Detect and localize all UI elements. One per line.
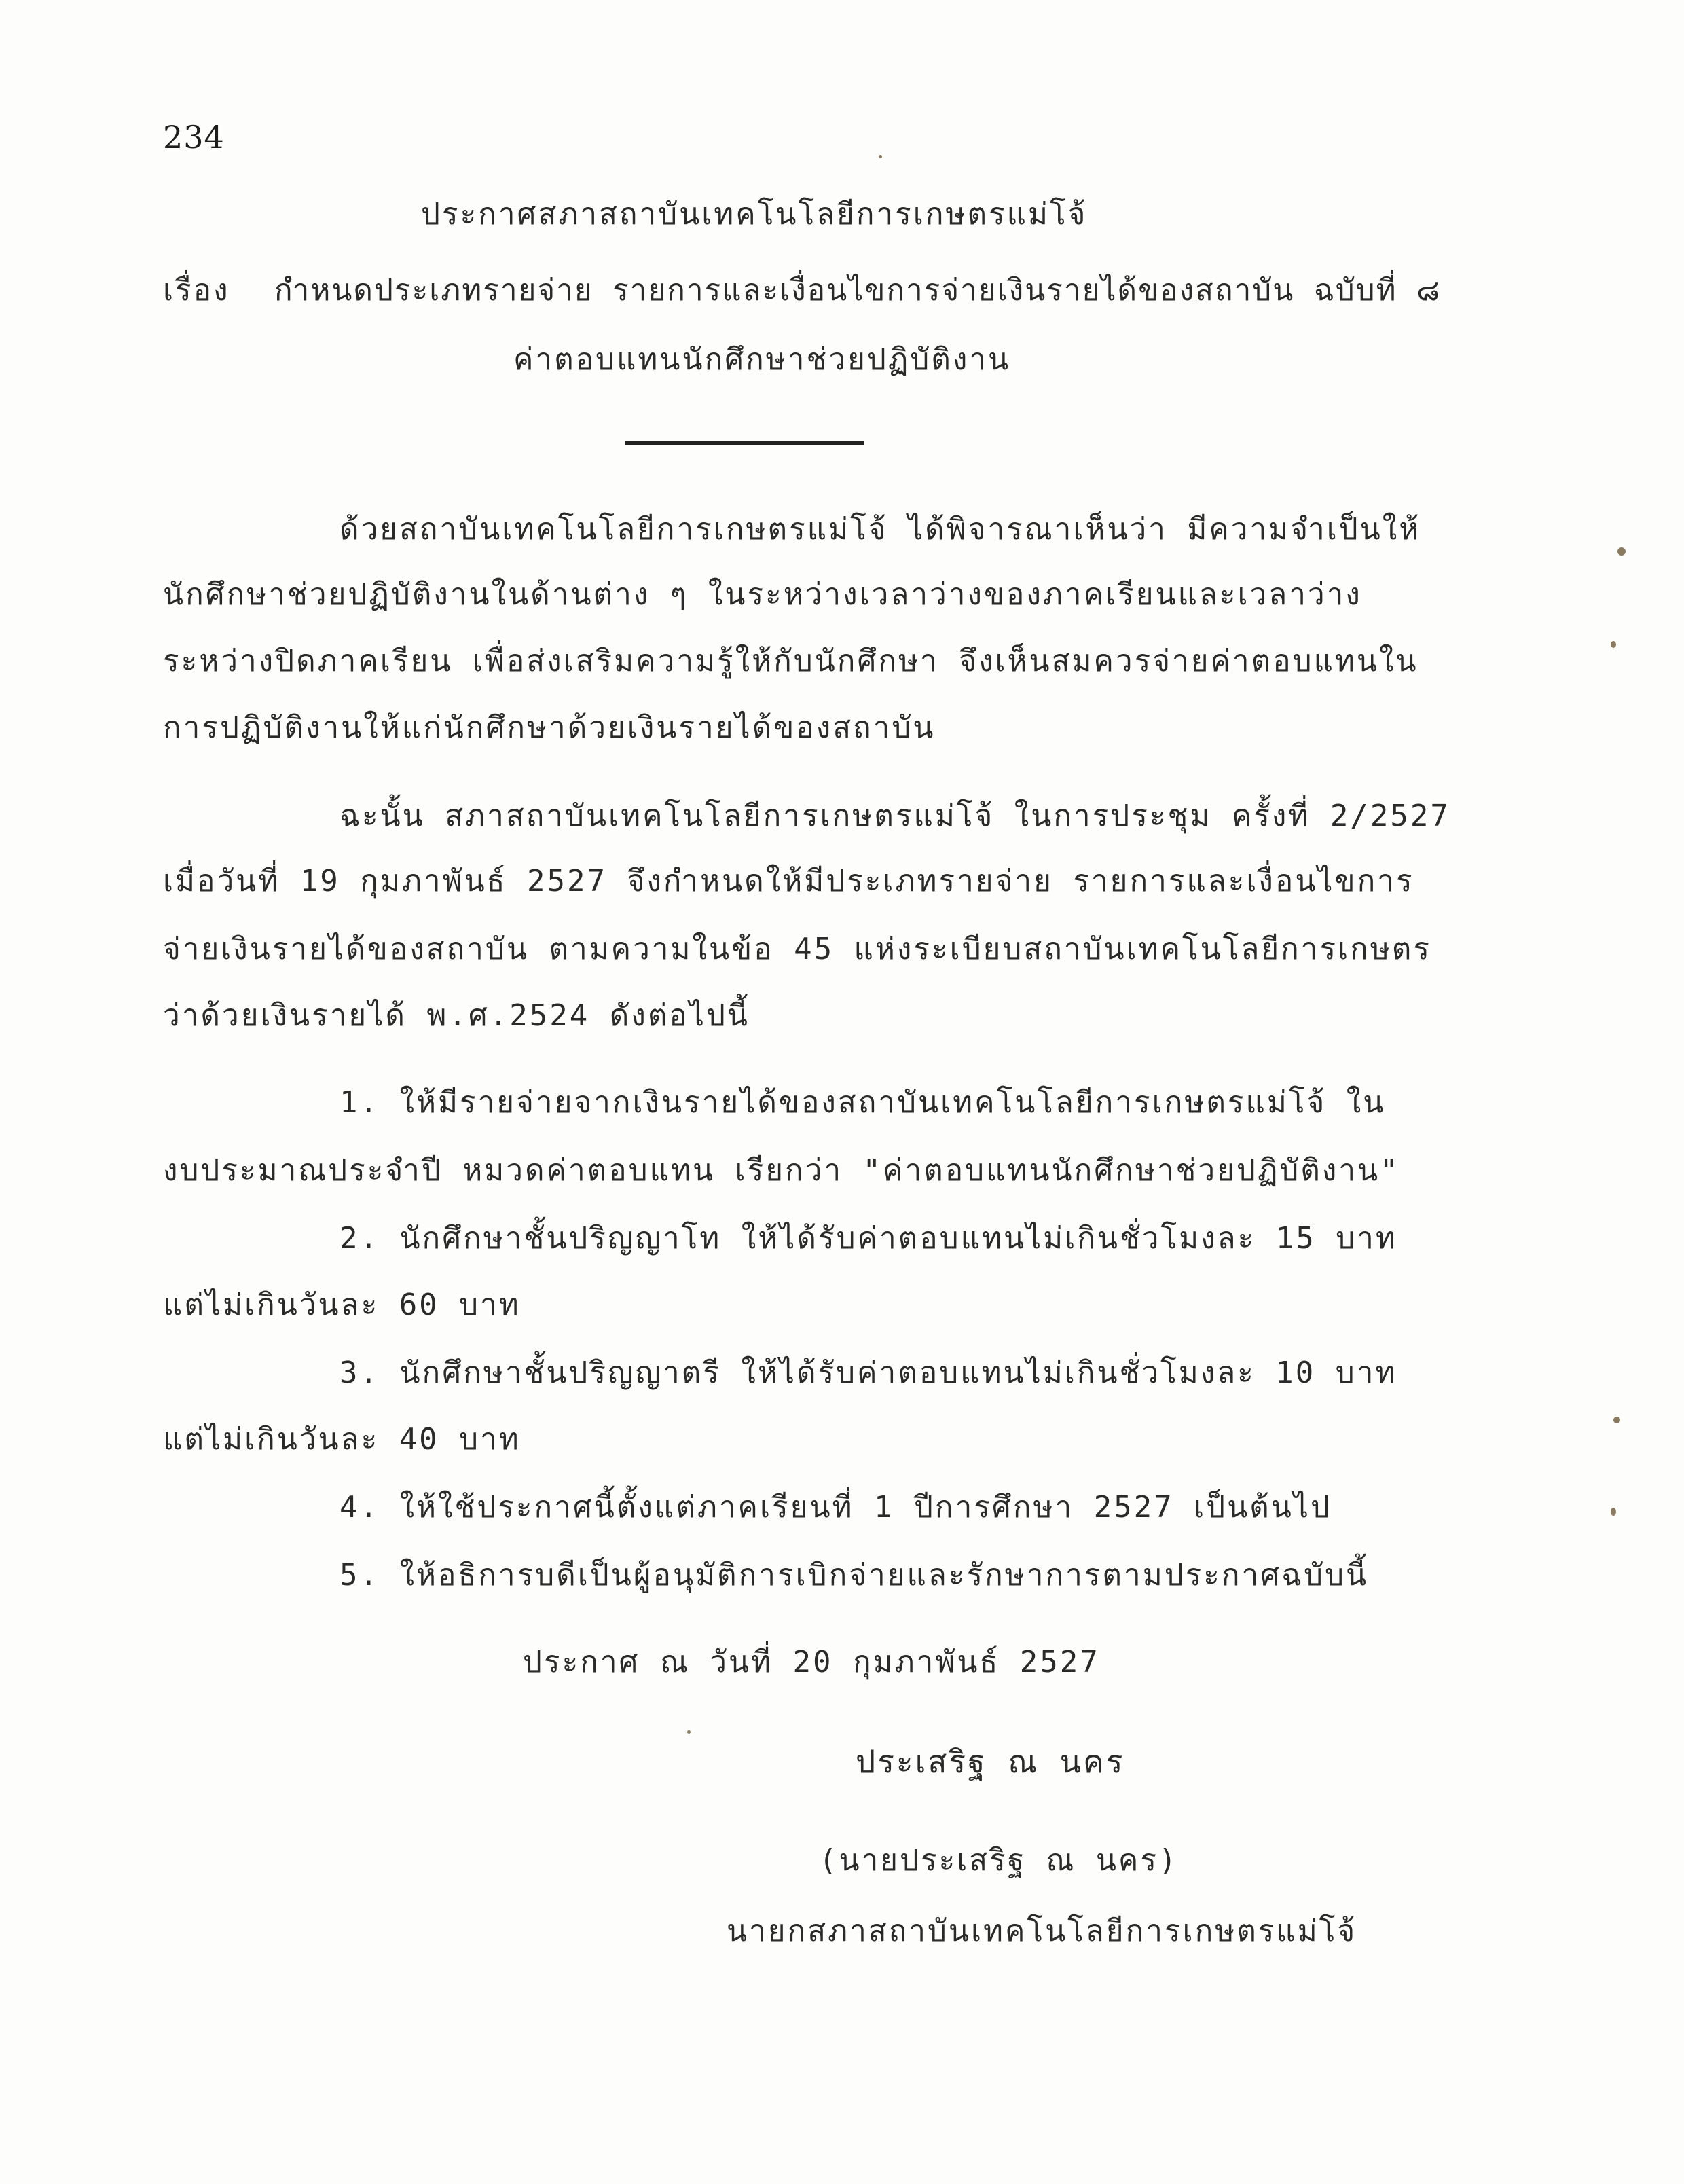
signature: ประเสริฐ ณ นคร bbox=[856, 1743, 1125, 1780]
subject-text: กำหนดประเภทรายจ่าย รายการและเงื่อนไขการจ่ายเงินรายได้ของสถาบัน ฉบับที่ ๘ bbox=[274, 273, 1442, 308]
preamble-line-4: การปฏิบัติงานให้แก่นักศึกษาด้วยเงินรายได้ของสถาบัน bbox=[163, 710, 936, 745]
announcement-subtitle: ค่าตอบแทนนักศึกษาช่วยปฏิบัติงาน bbox=[513, 342, 1011, 377]
resolution-line-1: ฉะนั้น สภาสถาบันเทคโนโลยีการเกษตรแม่โจ้ ในการประชุม ครั้งที่ 2/2527 bbox=[340, 799, 1450, 833]
clause-2-line-1: 2. นักศึกษาชั้นปริญญาโท ให้ได้รับค่าตอบแทนไม่เกินชั่วโมงละ 15 บาท bbox=[340, 1221, 1397, 1256]
scan-speck bbox=[687, 1730, 691, 1734]
resolution-line-3: จ่ายเงินรายได้ของสถาบัน ตามความในข้อ 45 แห่งระเบียบสถาบันเทคโนโลยีการเกษตร bbox=[163, 932, 1431, 966]
scan-speck bbox=[879, 155, 882, 158]
signer-name: (นายประเสริฐ ณ นคร) bbox=[819, 1843, 1179, 1878]
scan-speck bbox=[1613, 1417, 1620, 1423]
preamble-line-3: ระหว่างปิดภาคเรียน เพื่อส่งเสริมความรู้ให้กับนักศึกษา จึงเห็นสมควรจ่ายค่าตอบแทนใน bbox=[163, 644, 1418, 678]
title-underline bbox=[625, 441, 864, 445]
scan-speck bbox=[1617, 547, 1626, 556]
page-number: 234 bbox=[163, 119, 225, 156]
scan-speck bbox=[1611, 641, 1616, 648]
signer-title: นายกสภาสถาบันเทคโนโลยีการเกษตรแม่โจ้ bbox=[727, 1914, 1357, 1948]
clause-5: 5. ให้อธิการบดีเป็นผู้อนุมัติการเบิกจ่ายและรักษาการตามประกาศฉบับนี้ bbox=[340, 1558, 1369, 1592]
scan-speck bbox=[1611, 1508, 1616, 1516]
preamble-line-1: ด้วยสถาบันเทคโนโลยีการเกษตรแม่โจ้ ได้พิจารณาเห็นว่า มีความจำเป็นให้ bbox=[340, 512, 1421, 547]
clause-1-line-1: 1. ให้มีรายจ่ายจากเงินรายได้ของสถาบันเทคโนโลยีการเกษตรแม่โจ้ ใน bbox=[340, 1085, 1386, 1120]
clause-4: 4. ให้ใช้ประกาศนี้ตั้งแต่ภาคเรียนที่ 1 ปีการศึกษา 2527 เป็นต้นไป bbox=[340, 1490, 1332, 1525]
resolution-line-4: ว่าด้วยเงินรายได้ พ.ศ.2524 ดังต่อไปนี้ bbox=[163, 998, 750, 1033]
clause-1-line-2: งบประมาณประจำปี หมวดค่าตอบแทน เรียกว่า "ค่าตอบแทนนักศึกษาช่วยปฏิบัติงาน" bbox=[163, 1153, 1400, 1188]
date-line: ประกาศ ณ วันที่ 20 กุมภาพันธ์ 2527 bbox=[523, 1645, 1100, 1679]
clause-3-line-1: 3. นักศึกษาชั้นปริญญาตรี ให้ได้รับค่าตอบแทนไม่เกินชั่วโมงละ 10 บาท bbox=[340, 1355, 1397, 1390]
clause-2-line-2: แต่ไม่เกินวันละ 60 บาท bbox=[163, 1288, 521, 1322]
resolution-line-2: เมื่อวันที่ 19 กุมภาพันธ์ 2527 จึงกำหนดให้มีประเภทรายจ่าย รายการและเงื่อนไขการ bbox=[163, 864, 1414, 898]
announcement-title: ประกาศสภาสถาบันเทคโนโลยีการเกษตรแม่โจ้ bbox=[421, 197, 1088, 232]
clause-3-line-2: แต่ไม่เกินวันละ 40 บาท bbox=[163, 1422, 521, 1457]
subject-label: เรื่อง bbox=[163, 273, 230, 308]
preamble-line-2: นักศึกษาช่วยปฏิบัติงานในด้านต่าง ๆ ในระหว่างเวลาว่างของภาคเรียนและเวลาว่าง bbox=[163, 577, 1362, 612]
